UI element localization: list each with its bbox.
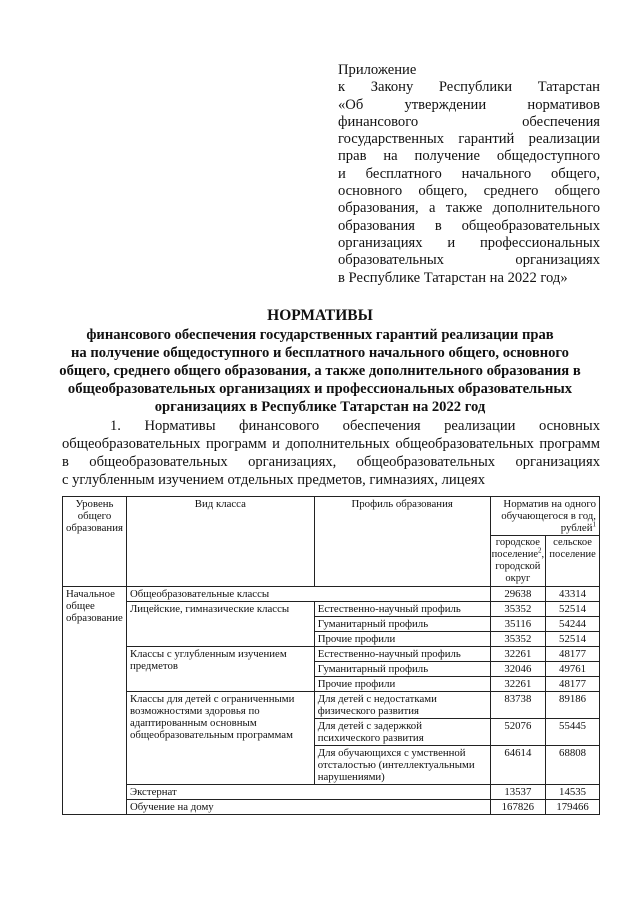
header-norm-text: Норматив на одного обучающегося в год, рублей bbox=[501, 498, 596, 534]
urban-value: 35352 bbox=[490, 602, 546, 617]
appendix-label: Приложение bbox=[338, 62, 417, 78]
class-lyceum: Лицейские, гимназические классы bbox=[126, 602, 314, 647]
rural-value: 49761 bbox=[546, 662, 600, 677]
table-row bbox=[63, 602, 600, 617]
appendix-line: прав на получение общедоступного bbox=[338, 148, 600, 165]
rural-value: 43314 bbox=[546, 587, 600, 602]
document-subtitle bbox=[52, 326, 588, 416]
profile-cell: Естественно-научный профиль bbox=[314, 602, 490, 617]
header-class-type: Вид класса bbox=[126, 497, 314, 587]
appendix-block bbox=[338, 62, 600, 287]
header-urban-footnote: 2 bbox=[538, 546, 542, 555]
paragraph-1 bbox=[62, 417, 600, 489]
appendix-line: в Республике Татарстан на 2022 год» bbox=[338, 269, 568, 286]
appendix-line: и бесплатного начального общего, bbox=[338, 165, 600, 182]
class-home: Обучение на дому bbox=[126, 800, 490, 815]
rural-value: 14535 bbox=[546, 785, 600, 800]
header-level: Уровень общего образования bbox=[63, 497, 127, 587]
profile-cell: Прочие профили bbox=[314, 677, 490, 692]
table-row bbox=[63, 587, 600, 602]
urban-value: 167826 bbox=[490, 800, 546, 815]
table-row bbox=[63, 785, 600, 800]
paragraph-line: общеобразовательных программ и дополнительных общеобразовательных программ bbox=[62, 436, 600, 452]
urban-value: 52076 bbox=[490, 719, 546, 746]
urban-value: 32046 bbox=[490, 662, 546, 677]
level-primary: Начальное общее образование bbox=[63, 587, 127, 815]
profile-cell: Для детей с задержкой психического развития bbox=[314, 719, 490, 746]
subtitle-line: на получение общедоступного и бесплатного начального общего, основного bbox=[71, 345, 569, 361]
header-rural: сельское поселение bbox=[546, 536, 600, 587]
urban-value: 83738 bbox=[490, 692, 546, 719]
appendix-line: образовательных организациях bbox=[338, 252, 600, 269]
rural-value: 179466 bbox=[546, 800, 600, 815]
rural-value: 54244 bbox=[546, 617, 600, 632]
subtitle-line: финансового обеспечения государственных гарантий реализации прав bbox=[86, 327, 554, 343]
table-row bbox=[63, 800, 600, 815]
appendix-line: организациях и профессиональных bbox=[338, 234, 600, 251]
rural-value: 52514 bbox=[546, 602, 600, 617]
header-profile: Профиль образования bbox=[314, 497, 490, 587]
class-special: Классы для детей с ограниченными возможностями здоровья по адаптированным основным общеобразовательным программам bbox=[126, 692, 314, 785]
header-norm-footnote: 1 bbox=[592, 520, 596, 529]
profile-cell: Гуманитарный профиль bbox=[314, 617, 490, 632]
urban-value: 29638 bbox=[490, 587, 546, 602]
paragraph-line: в общеобразовательных организациях, общеобразовательных организациях bbox=[62, 454, 600, 470]
paragraph-line: с углубленным изучением отдельных предметов, гимназиях, лицеях bbox=[62, 472, 486, 488]
profile-cell: Для обучающихся с умственной отсталостью (интеллектуальными нарушениями) bbox=[314, 746, 490, 785]
class-external: Экстернат bbox=[126, 785, 490, 800]
profile-cell: Естественно-научный профиль bbox=[314, 647, 490, 662]
table-row bbox=[63, 647, 600, 662]
appendix-line: государственных гарантий реализации bbox=[338, 131, 600, 148]
urban-value: 64614 bbox=[490, 746, 546, 785]
table-row bbox=[63, 692, 600, 719]
urban-value: 35116 bbox=[490, 617, 546, 632]
subtitle-line: общеобразовательных организациях и профессиональных образовательных bbox=[67, 381, 573, 397]
subtitle-line: общего, среднего общего образования, а также дополнительного образования в bbox=[59, 363, 581, 379]
rural-value: 52514 bbox=[546, 632, 600, 647]
document-title: НОРМАТИВЫ bbox=[267, 307, 373, 324]
profile-cell: Прочие профили bbox=[314, 632, 490, 647]
urban-value: 32261 bbox=[490, 677, 546, 692]
header-norm bbox=[490, 497, 599, 536]
profile-cell: Гуманитарный профиль bbox=[314, 662, 490, 677]
class-advanced: Классы с углубленным изучением предметов bbox=[126, 647, 314, 692]
appendix-line: образования в общеобразовательных bbox=[338, 217, 600, 234]
table-header-row bbox=[63, 497, 600, 536]
class-general: Общеобразовательные классы bbox=[126, 587, 490, 602]
urban-value: 32261 bbox=[490, 647, 546, 662]
subtitle-line: организациях в Республике Татарстан на 2022 год bbox=[154, 399, 486, 415]
appendix-line: финансового обеспечения bbox=[338, 113, 600, 130]
rural-value: 48177 bbox=[546, 647, 600, 662]
appendix-line: основного общего, среднего общего bbox=[338, 183, 600, 200]
urban-value: 35352 bbox=[490, 632, 546, 647]
norms-table bbox=[62, 496, 600, 815]
rural-value: 48177 bbox=[546, 677, 600, 692]
rural-value: 89186 bbox=[546, 692, 600, 719]
appendix-line: к Закону Республики Татарстан bbox=[338, 79, 600, 96]
profile-cell: Для детей с недостатками физического развития bbox=[314, 692, 490, 719]
header-urban-text: городское поселение bbox=[491, 537, 540, 560]
header-urban-rest: , городской округ bbox=[495, 549, 545, 584]
header-urban bbox=[490, 536, 546, 587]
appendix-line: «Об утверждении нормативов bbox=[338, 96, 600, 113]
rural-value: 68808 bbox=[546, 746, 600, 785]
rural-value: 55445 bbox=[546, 719, 600, 746]
paragraph-line: 1. Нормативы финансового обеспечения реализации основных bbox=[110, 418, 600, 434]
urban-value: 13537 bbox=[490, 785, 546, 800]
appendix-line: образования, а также дополнительного bbox=[338, 200, 600, 217]
